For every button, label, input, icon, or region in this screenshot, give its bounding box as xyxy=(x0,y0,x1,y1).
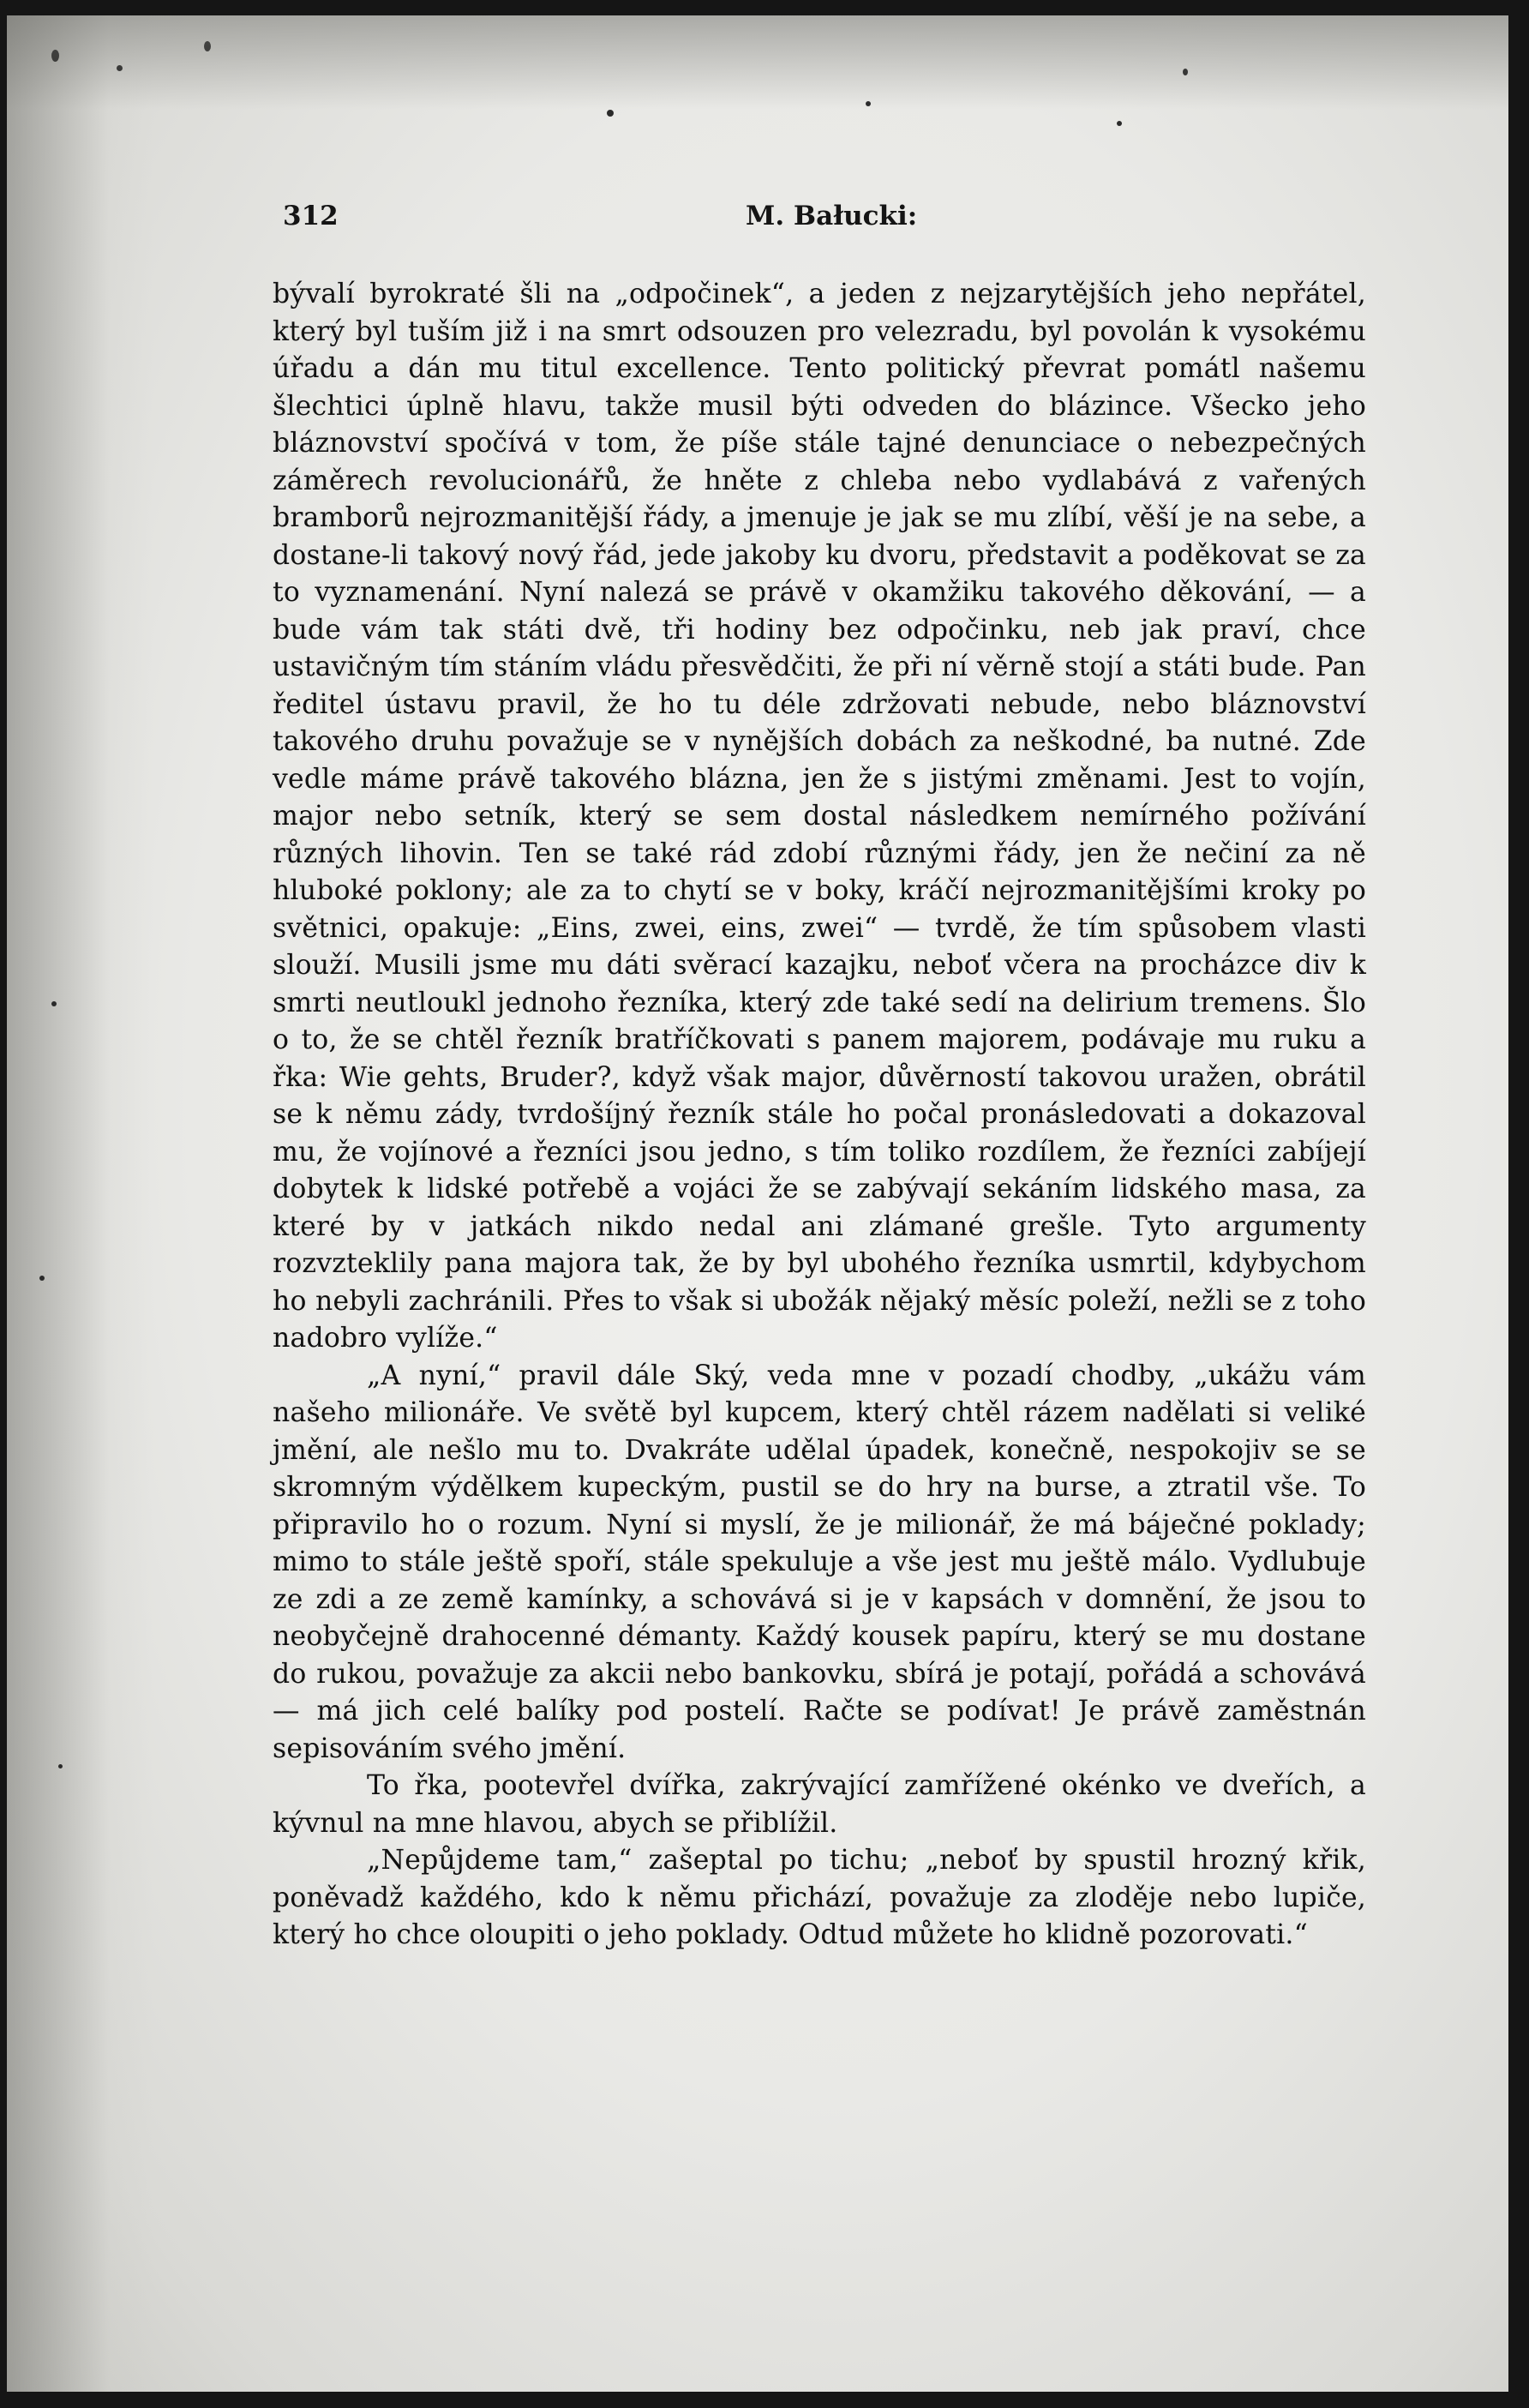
page-header xyxy=(283,195,1363,238)
paragraph: „Nepůjdeme tam,“ zašeptal po tichu; „neboť by spustil hrozný křik, poněvadž každého, kdo k němu přichází, považuje za zloděje nebo lupiče, který ho chce oloupiti o jeho poklady. Odtud můžete ho klidně pozorovati.“ xyxy=(273,1845,1366,1950)
ink-speck xyxy=(1117,121,1122,126)
ink-speck xyxy=(1183,69,1188,75)
paragraph: „A nyní,“ pravil dále Ský, veda mne v pozadí chodby, „ukážu vám našeho milionáře. Ve světě byl kupcem, který chtěl rázem nadělati si veliké jmění, ale nešlo mu to. Dvakráte udělal úpadek, konečně, nespokojiv se se skromným výdělkem kupeckým, pustil se do hry na burse, a ztratil vše. To připravilo ho o rozum. Nyní si myslí, že je milionář, že má báječné poklady; mimo to stále ještě spoří, stále spekuluje a vše jest mu ještě málo. Vydlubuje ze zdi a ze země kamínky, a schovává si je v kapsách v domnění, že jsou to neobyčejně drahocenné démanty. Každý kousek papíru, který se mu dostane do rukou, považuje za akcii nebo bankovku, sbírá je potají, pořádá a schovává — má jich celé balíky pod postelí. Račte se podívat! Je právě zaměstnán sepisováním svého jmění. xyxy=(273,1360,1366,1764)
paragraph: To řka, pootevřel dvířka, zakrývající zamřížené okénko ve dveřích, a kývnul na mne hlavou, abych se přiblížil. xyxy=(273,1770,1366,1839)
ink-speck xyxy=(117,65,123,71)
ink-speck xyxy=(204,41,211,51)
ink-speck xyxy=(58,1764,63,1768)
running-head: M. Bałucki: xyxy=(746,201,918,231)
ink-speck xyxy=(607,110,614,117)
ink-speck xyxy=(39,1276,45,1281)
page-number: 312 xyxy=(283,201,339,231)
ink-speck xyxy=(51,1001,57,1006)
ink-speck xyxy=(866,101,871,106)
paragraph: bývalí byrokraté šli na „odpočinek“, a jeden z nejzarytějších jeho nepřátel, který byl tuším již i na smrt odsouzen pro velezradu, byl povolán k vysokému úřadu a dán mu titul excellence. Tento politický převrat pomátl našemu šlechtici úplně hlavu, takže musil býti odveden do blázince. Všecko jeho bláznovství spočívá v tom, že píše stále tajné denunciace o nebezpečných záměrech revolucionářů, že hněte z chleba nebo vydlabává z vařených bramborů nejrozmanitější řády, a jmenuje je jak se mu zlíbí, věší je na sebe, a dostane-li takový nový řád, jede jakoby ku dvoru, představit a poděkovat se za to vyznamenání. Nyní nalezá se právě v okamžiku takového děkování, — a bude vám tak státi dvě, tři hodiny bez odpočinku, neb jak praví, chce ustavičným tím stáním vládu přesvědčiti, že při ní věrně stojí a státi bude. Pan ředitel ústavu pravil, že ho tu déle zdržovati nebude, nebo bláznovství takového druhu považuje se v nynějších dobách za neškodné, ba nutné. Zde vedle máme právě takového blázna, jen že s jistými změnami. Jest to vojín, major nebo setník, který se sem dostal následkem nemírného požívání různých lihovin. Ten se také rád zdobí různými řády, jen že nečiní za ně hluboké poklony; ale za to chytí se v boky, kráčí nejrozmanitějšími kroky po světnici, opakuje: „Eins, zwei, eins, zwei“ — tvrdě, že tím spůsobem vlasti slouží. Musili jsme mu dáti svěrací kazajku, neboť včera na procházce div k smrti neutloukl jednoho řezníka, který zde také sedí na delirium tremens. Šlo o to, že se chtěl řezník bratříčkovati s panem majorem, podávaje mu ruku a řka: Wie gehts, Bruder?, když však major, důvěrností takovou uražen, obrátil se k němu zády, tvrdošíjný řezník stále ho počal pronásledovati a dokazoval mu, že vojínové a řezníci jsou jedno, s tím toliko rozdílem, že řezníci zabíjejí dobytek k lidské potřebě a vojáci že se zabývají sekáním lidského masa, za které by v jatkách nikdo nedal ani zlámané grešle. Tyto argumenty rozvzteklily pana majora tak, že by byl ubohého řezníka usmrtil, kdybychom ho nebyli zachránili. Přes to však si ubožák nějaký měsíc poleží, nežli se z toho nadobro vylíže.“ xyxy=(273,279,1366,1354)
ink-speck xyxy=(51,50,59,62)
text-body xyxy=(273,276,1366,1955)
